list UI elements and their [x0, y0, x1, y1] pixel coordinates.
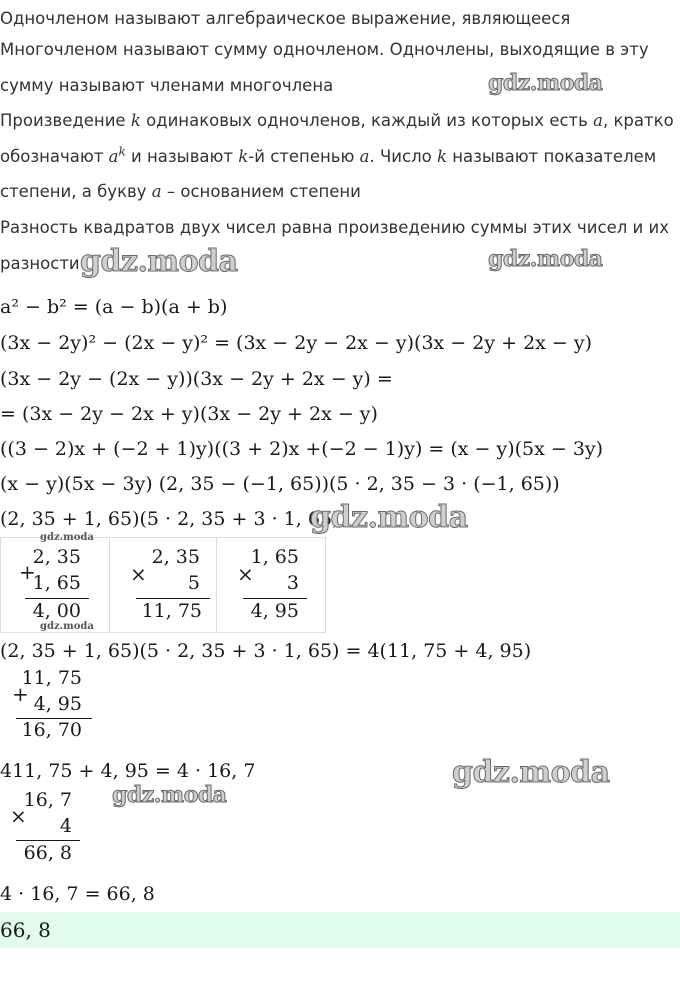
watermark-logo: gdz.moda	[452, 755, 610, 790]
times-sign: ×	[130, 562, 147, 586]
definition-base: степени, а букву a – основанием степени	[0, 182, 361, 201]
definition-polynomial-cont: сумму называют членами многочлена	[0, 76, 334, 95]
equation-7: (2, 35 + 1, 65)(5 · 2, 35 + 3 · 1, 65)	[0, 508, 340, 530]
column-result: 66, 8	[23, 842, 72, 864]
answer-value: 66, 8	[0, 918, 51, 942]
column-line	[136, 598, 210, 599]
equation-1: a² − b² = (a − b)(a + b)	[0, 296, 228, 318]
plus-sign: +	[19, 560, 36, 584]
equation-8: (2, 35 + 1, 65)(5 · 2, 35 + 3 · 1, 65) = 4(11, 75 + 4, 95)	[0, 640, 532, 662]
watermark-logo: gdz.moda	[112, 782, 227, 808]
equation-9: 411, 75 + 4, 95 = 4 · 16, 7	[0, 760, 256, 782]
column-top: 11, 75	[21, 667, 82, 689]
times-sign: ×	[237, 562, 254, 586]
column-line	[16, 840, 80, 841]
equation-5: ((3 − 2)x + (−2 + 1)y)((3 + 2)x +(−2 − 1)y) = (x − y)(5x − 3y)	[0, 438, 604, 460]
column-bottom: 4	[59, 815, 72, 837]
watermark-logo-small: gdz.moda	[40, 621, 94, 632]
column-line	[25, 598, 89, 599]
column-bottom: 5	[187, 572, 200, 594]
definition-polynomial: Многочленом называют сумму одночленом. Одночлены, выходящие в эту	[0, 40, 649, 59]
equation-2: (3x − 2y)² − (2x − y)² = (3x − 2y − 2x − y)(3x − 2y + 2x − y)	[0, 332, 593, 354]
column-result: 4, 95	[250, 600, 299, 622]
column-top: 2, 35	[32, 546, 81, 568]
column-bottom: 3	[286, 572, 299, 594]
column-top: 16, 7	[23, 789, 72, 811]
equation-4: = (3x − 2y − 2x + y)(3x − 2y + 2x − y)	[0, 403, 378, 425]
difference-of-squares-rule-cont: разности	[0, 254, 80, 273]
times-sign: ×	[10, 804, 27, 828]
definition-power: Произведение k одинаковых одночленов, каждый из которых есть a, кратко	[0, 111, 674, 130]
plus-sign: +	[12, 682, 29, 706]
watermark-logo: gdz.moda	[310, 500, 468, 535]
column-top: 2, 35	[151, 546, 200, 568]
column-result: 11, 75	[141, 600, 202, 622]
column-result: 16, 70	[21, 719, 82, 741]
watermark-logo: gdz.moda	[80, 244, 238, 279]
equation-10: 4 · 16, 7 = 66, 8	[0, 883, 155, 905]
column-line	[243, 598, 307, 599]
definition-monomial: Одночленом называют алгебраическое выражение, являющееся	[0, 9, 571, 28]
column-calculations	[0, 537, 326, 633]
difference-of-squares-rule: Разность квадратов двух чисел равна произведению суммы этих чисел и их	[0, 218, 669, 237]
answer-box	[0, 912, 680, 948]
column-top: 1, 65	[250, 546, 299, 568]
column-multiplication-cell	[109, 537, 217, 633]
column-bottom: 4, 95	[33, 693, 82, 715]
column-multiplication-cell	[216, 537, 326, 633]
column-bottom: 1, 65	[32, 572, 81, 594]
watermark-logo: gdz.moda	[488, 246, 603, 272]
watermark-logo: gdz.moda	[488, 70, 603, 96]
watermark-logo-small: gdz.moda	[40, 532, 94, 543]
column-result: 4, 00	[32, 600, 81, 622]
column-addition-cell	[0, 537, 110, 633]
equation-6: (x − y)(5x − 3y) (2, 35 − (−1, 65))(5 · 2, 35 − 3 · (−1, 65))	[0, 473, 560, 495]
equation-3: (3x − 2y − (2x − y))(3x − 2y + 2x − y) =	[0, 368, 393, 390]
definition-power-notation: обозначают $a^k$ и называют k-й степенью a. Число k называют показателем	[0, 144, 657, 166]
